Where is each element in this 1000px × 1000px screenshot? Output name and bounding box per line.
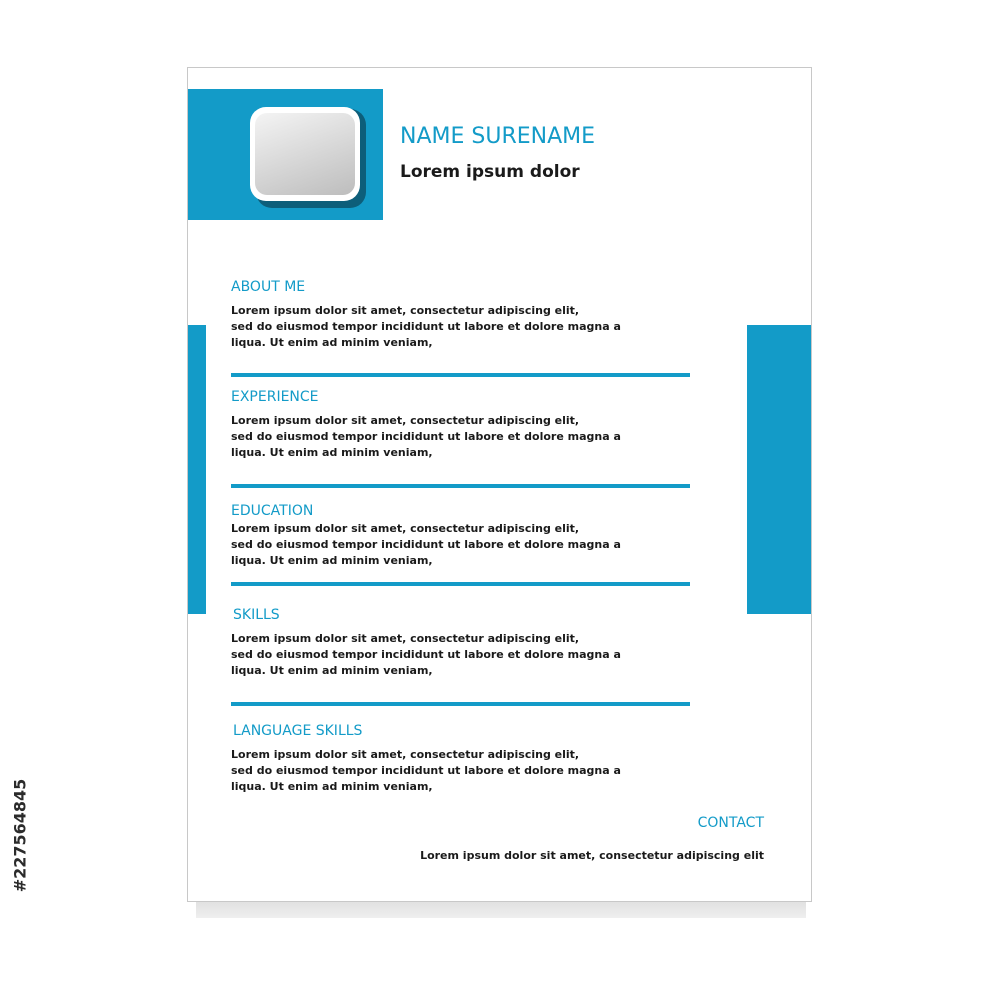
section-language-skills <box>231 723 701 795</box>
section-body: Lorem ipsum dolor sit amet, consectetur adipiscing elit, sed do eiusmod tempor incididunt ut labore et dolore magna a liqua. Ut enim ad minim veniam, <box>231 632 621 677</box>
section-education <box>231 503 701 569</box>
section-divider <box>231 484 690 488</box>
section-body: Lorem ipsum dolor sit amet, consectetur adipiscing elit, sed do eiusmod tempor incididunt ut labore et dolore magna a liqua. Ut enim ad minim veniam, <box>231 748 621 793</box>
section-title: EXPERIENCE <box>231 389 319 405</box>
stock-id-watermark <box>6 760 34 910</box>
resume-name: NAME SURENAME <box>400 124 596 149</box>
section-title: EDUCATION <box>231 503 314 519</box>
section-title: ABOUT ME <box>231 279 306 295</box>
contact-title: CONTACT <box>697 815 764 831</box>
section-about-me <box>231 279 701 351</box>
section-skills <box>231 607 701 679</box>
stock-id-text: #227564845 <box>10 778 30 892</box>
section-divider <box>231 702 690 706</box>
resume-subtitle: Lorem ipsum dolor <box>400 162 580 182</box>
section-title: LANGUAGE SKILLS <box>233 723 363 739</box>
section-body: Lorem ipsum dolor sit amet, consectetur adipiscing elit, sed do eiusmod tempor incididunt ut labore et dolore magna a liqua. Ut enim ad minim veniam, <box>231 522 621 567</box>
section-body: Lorem ipsum dolor sit amet, consectetur adipiscing elit, sed do eiusmod tempor incididunt ut labore et dolore magna a liqua. Ut enim ad minim veniam, <box>231 304 621 349</box>
section-divider <box>231 582 690 586</box>
section-experience <box>231 389 701 461</box>
contact-text: Lorem ipsum dolor sit amet, consectetur adipiscing elit <box>420 849 764 862</box>
avatar-placeholder-icon <box>255 113 355 195</box>
left-accent-bar <box>188 325 206 614</box>
resume-sheet <box>187 67 812 902</box>
right-accent-bar <box>747 325 812 614</box>
section-divider <box>231 373 690 377</box>
section-title: SKILLS <box>233 607 280 623</box>
section-body: Lorem ipsum dolor sit amet, consectetur adipiscing elit, sed do eiusmod tempor incididunt ut labore et dolore magna a liqua. Ut enim ad minim veniam, <box>231 414 621 459</box>
header-color-block <box>188 89 383 220</box>
